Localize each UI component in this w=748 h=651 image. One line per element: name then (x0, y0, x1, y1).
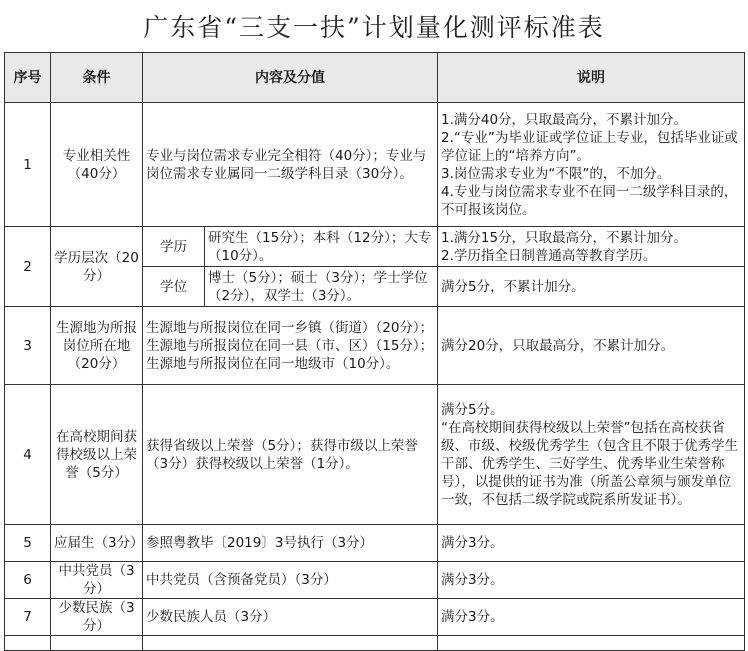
note-line: 4.专业与岗位需求专业不在同一二级学科目录的，不可报该岗位。 (441, 183, 738, 218)
table-row (5, 103, 745, 227)
table-row-cut-off (5, 636, 745, 651)
note-line: 1.满分15分，只取最高分，不累计加分。 (441, 229, 688, 246)
cut-cell (51, 636, 143, 651)
sub-label: 学历 (143, 227, 205, 267)
page-title: 广东省“三支一扶”计划量化测评标准表 (143, 13, 605, 42)
evaluation-table (4, 52, 745, 651)
note-line: “在高校期间获得校级以上荣誉”包括在高校获省级、市级、校级优秀学生（包含且不限于优秀学生干部、优秀学生、三好学生、优秀毕业生荣誉称号），以提供的证书为准（所盖公章须与颁发单位一致，不包括二级学院或院系所发证书）。 (441, 419, 738, 508)
row-note (438, 103, 745, 227)
cut-cell (143, 636, 438, 651)
row-note: 满分3分。 (438, 562, 745, 599)
row-no: 2 (5, 227, 51, 307)
row-condition: 生源地为所报岗位所在地（20分） (51, 307, 143, 385)
row-note: 满分5分，不累计加分。 (438, 267, 745, 307)
note-line: 2.学历指全日制普通高等教育学历。 (441, 247, 657, 264)
row-content: 少数民族人员（3分） (143, 599, 438, 636)
row-content: 获得省级以上荣誉（5分）；获得市级以上荣誉（3分）获得校级以上荣誉（1分）。 (143, 385, 438, 525)
row-condition: 中共党员（3分） (51, 562, 143, 599)
table-row (5, 599, 745, 636)
row-content: 中共党员（含预备党员）（3分） (143, 562, 438, 599)
row-no: 3 (5, 307, 51, 385)
row-note: 满分20分，只取最高分，不累计加分。 (438, 307, 745, 385)
row-no: 6 (5, 562, 51, 599)
table-row (5, 385, 745, 525)
note-line: 3.岗位需求专业为“不限”的，不加分。 (441, 165, 671, 182)
note-line: 满分5分。 (441, 401, 504, 418)
table-row (5, 227, 745, 267)
note-line: 2.“专业”为毕业证或学位证上专业，包括毕业证或学位证上的“培养方向”。 (441, 129, 738, 164)
row-no: 4 (5, 385, 51, 525)
row-condition: 少数民族（3分） (51, 599, 143, 636)
row-content: 生源地与所报岗位在同一乡镇（街道）（20分）；生源地与所报岗位在同一县（市、区）（15分）；生源地与所报岗位在同一地级市（10分）。 (143, 307, 438, 385)
cut-cell (438, 636, 745, 651)
row-note: 满分3分。 (438, 599, 745, 636)
header-content: 内容及分值 (143, 53, 438, 103)
cut-cell (5, 636, 51, 651)
sub-label: 学位 (143, 267, 205, 307)
row-no: 7 (5, 599, 51, 636)
header-row (5, 53, 745, 103)
table-row (5, 562, 745, 599)
row-content: 研究生（15分）；本科（12分）；大专（10分）。 (205, 227, 438, 267)
table-row (5, 307, 745, 385)
row-content: 参照粤教毕〔2019〕3号执行（3分） (143, 525, 438, 562)
row-note (438, 385, 745, 525)
table-row (5, 525, 745, 562)
row-content: 博士（5分）；硕士（3分）；学士学位（2分），双学士（3分）。 (205, 267, 438, 307)
header-no: 序号 (5, 53, 51, 103)
row-no: 1 (5, 103, 51, 227)
row-condition: 在高校期间获得校级以上荣誉（5分） (51, 385, 143, 525)
row-note: 满分3分。 (438, 525, 745, 562)
row-note (438, 227, 745, 267)
row-condition: 学历层次（20分） (51, 227, 143, 307)
row-no: 5 (5, 525, 51, 562)
header-condition: 条件 (51, 53, 143, 103)
header-note: 说明 (438, 53, 745, 103)
note-line: 1.满分40分，只取最高分，不累计加分。 (441, 111, 688, 128)
row-content: 专业与岗位需求专业完全相符（40分）；专业与岗位需求专业属同一二级学科目录（30分）。 (143, 103, 438, 227)
row-condition: 专业相关性（40分） (51, 103, 143, 227)
row-condition: 应届生（3分） (51, 525, 143, 562)
